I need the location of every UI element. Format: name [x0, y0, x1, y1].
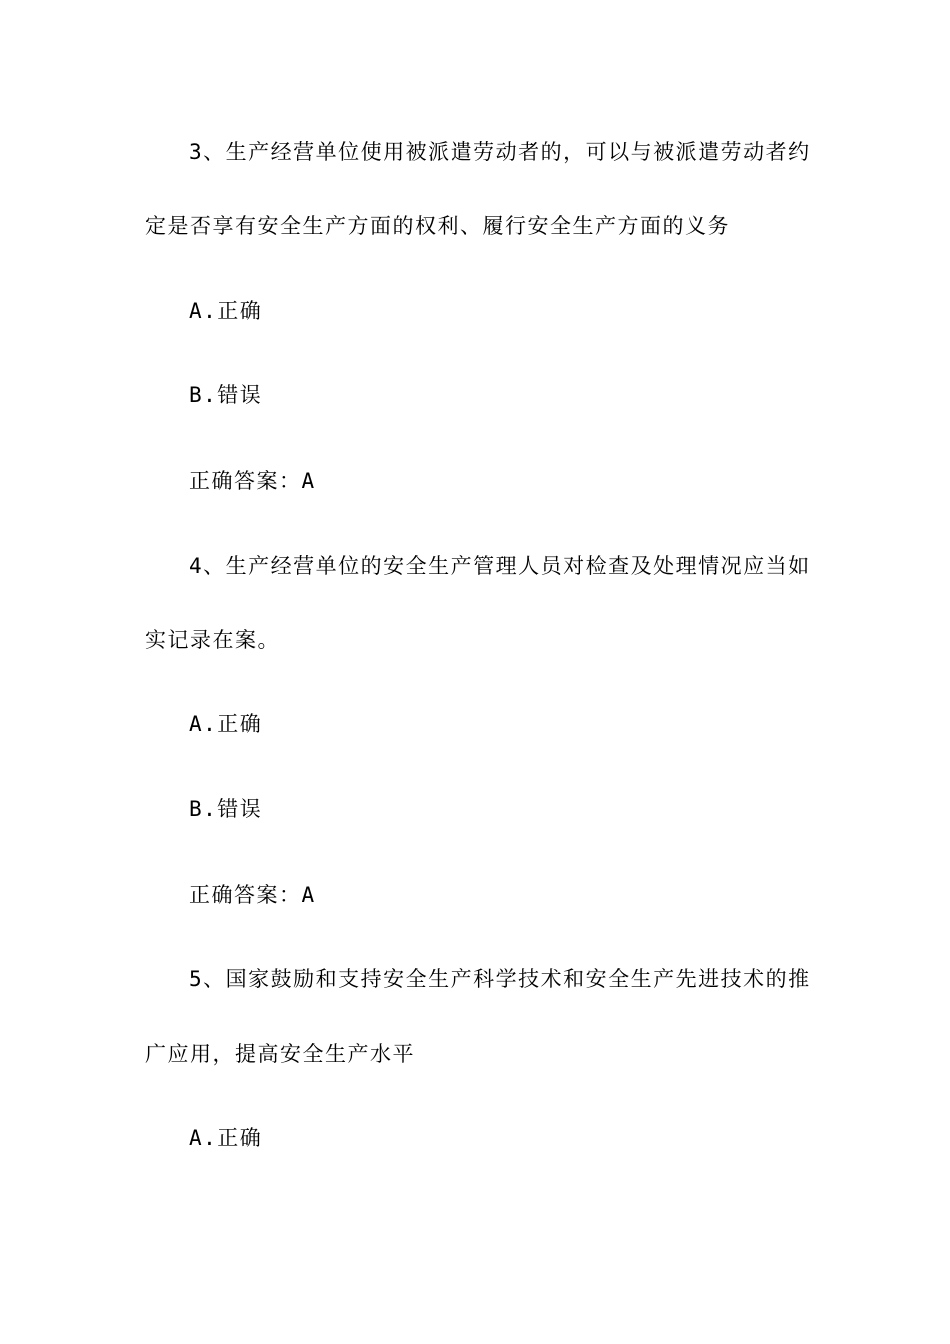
question-5-option-a: A.正确 [189, 1126, 263, 1150]
question-4-text-line-1: 4、生产经营单位的安全生产管理人员对检查及处理情况应当如 [189, 554, 811, 578]
question-3-option-a: A.正确 [189, 299, 263, 323]
question-3-text-line-1: 3、生产经营单位使用被派遣劳动者的，可以与被派遣劳动者约 [189, 140, 811, 164]
question-3-text-line-2: 定是否享有安全生产方面的权利、履行安全生产方面的义务 [145, 214, 730, 238]
question-5-text-line-2: 广应用，提高安全生产水平 [145, 1042, 415, 1066]
question-4-text-line-2: 实记录在案。 [145, 628, 280, 652]
question-4-option-b: B.错误 [189, 797, 263, 821]
question-3-answer: 正确答案：A [189, 469, 316, 493]
question-4-option-a: A.正确 [189, 712, 263, 736]
question-5-text-line-1: 5、国家鼓励和支持安全生产科学技术和安全生产先进技术的推 [189, 967, 811, 991]
question-4-answer: 正确答案：A [189, 883, 316, 907]
question-3-option-b: B.错误 [189, 383, 263, 407]
